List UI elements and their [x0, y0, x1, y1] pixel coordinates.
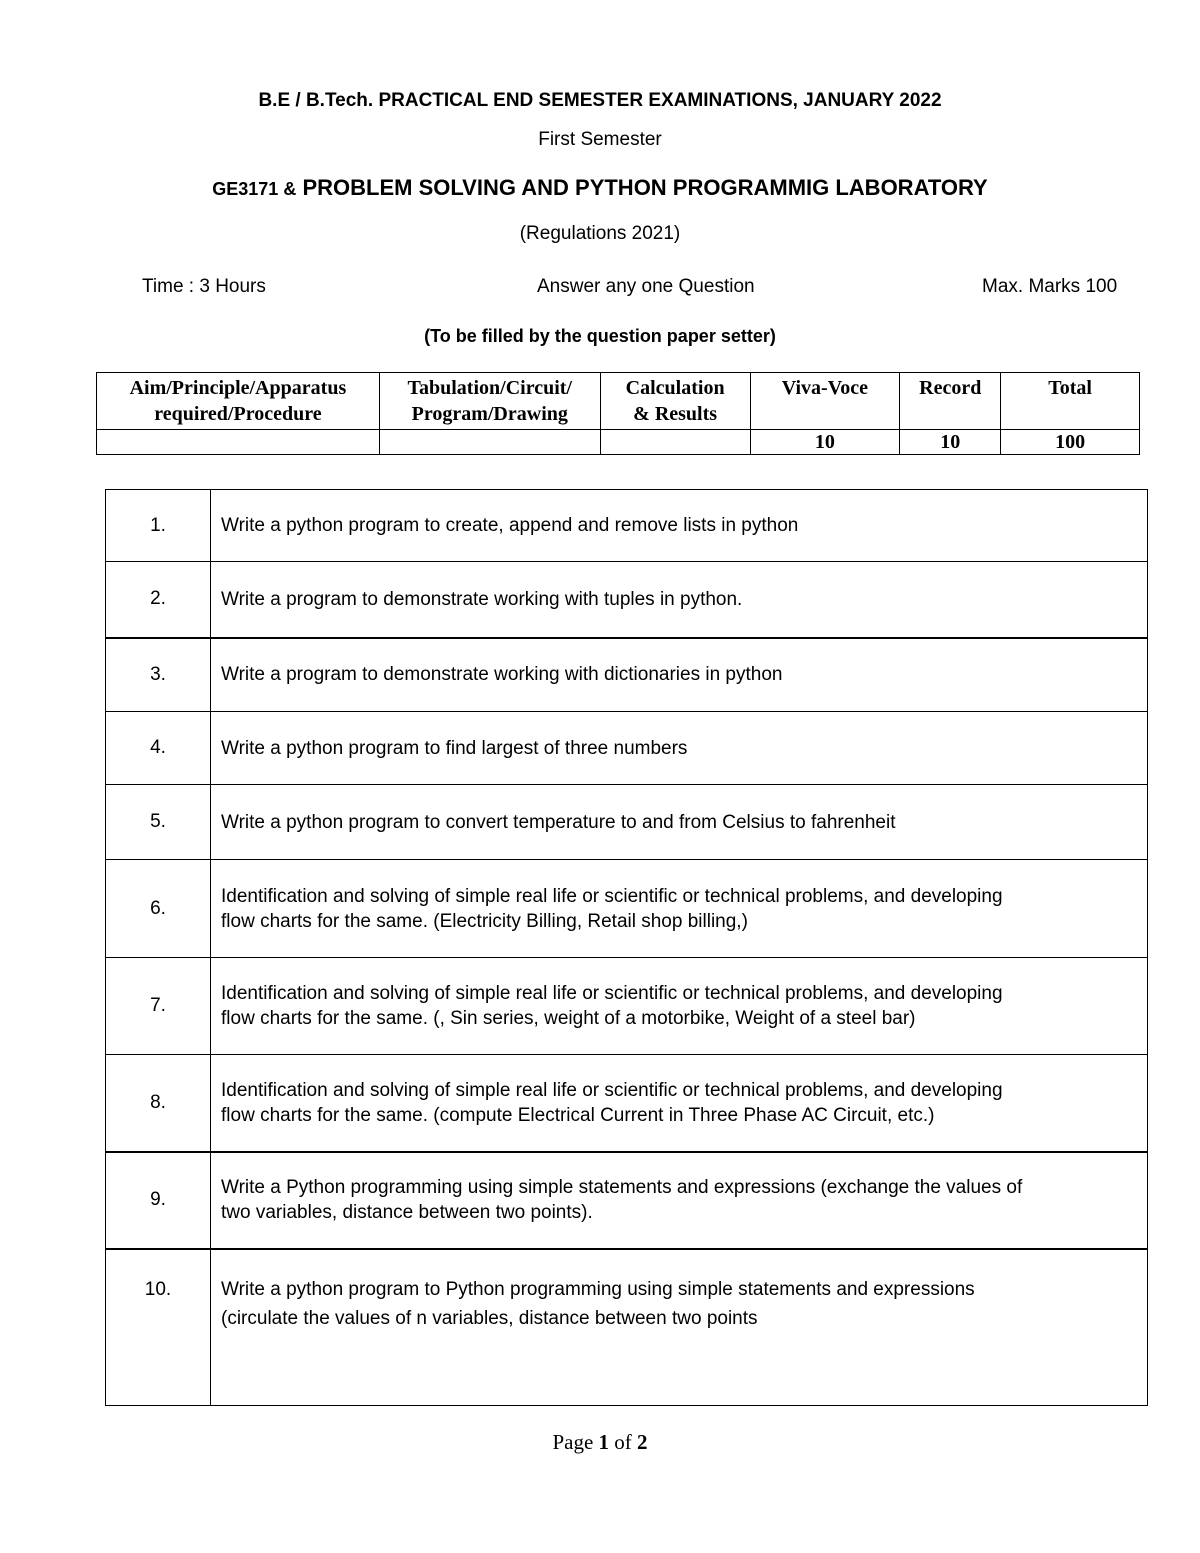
question-text: Identification and solving of simple real life or scientific or technical problems, and developing flow charts for the same. (compute Electrical Current in Three Phase AC Circuit, etc.): [211, 1055, 1148, 1152]
question-row: [106, 490, 1148, 562]
marks-header-cell: Aim/Principle/Apparatus required/Procedure: [97, 373, 380, 430]
question-text: Identification and solving of simple real life or scientific or technical problems, and developing flow charts for the same. (Electricity Billing, Retail shop billing,): [211, 860, 1148, 958]
marks-header-cell: Total: [1001, 373, 1140, 430]
semester: First Semester: [538, 129, 662, 150]
exam-time: Time : 3 Hours: [142, 276, 266, 297]
max-marks: Max. Marks 100: [982, 276, 1118, 297]
question-number: 3.: [106, 638, 211, 712]
marks-header-cell: Tabulation/Circuit/ Program/Drawing: [379, 373, 600, 430]
marks-header-cell: Viva-Voce: [750, 373, 900, 430]
question-number: 9.: [106, 1152, 211, 1249]
question-number: 4.: [106, 712, 211, 785]
question-row: [106, 638, 1148, 712]
marks-header-cell: Record: [900, 373, 1001, 430]
question-number: 1.: [106, 490, 211, 562]
question-number: 2.: [106, 562, 211, 638]
subject-title: [0, 175, 1200, 201]
filled-note: (To be filled by the question paper setter): [424, 326, 776, 346]
marks-value-cell: [600, 430, 750, 455]
page-number: Page 1 of 2: [552, 1430, 648, 1454]
question-row: [106, 958, 1148, 1055]
question-number: 10.: [106, 1249, 211, 1406]
marks-header-row: [97, 373, 1140, 430]
question-number: 6.: [106, 860, 211, 958]
question-row: [106, 562, 1148, 638]
question-row: [106, 712, 1148, 785]
marks-value-cell: 100: [1001, 430, 1140, 455]
marks-header-cell: Calculation & Results: [600, 373, 750, 430]
question-text: Write a program to demonstrate working with dictionaries in python: [211, 638, 1148, 712]
question-row: [106, 1055, 1148, 1152]
marks-value-cell: [97, 430, 380, 455]
marks-value-cell: [379, 430, 600, 455]
marks-values-row: [97, 430, 1140, 455]
question-number: 7.: [106, 958, 211, 1055]
question-text: Write a program to demonstrate working with tuples in python.: [211, 562, 1148, 638]
subject-code: GE3171 &: [212, 179, 297, 199]
question-text: Write a python program to create, append and remove lists in python: [211, 490, 1148, 562]
exam-title: B.E / B.Tech. PRACTICAL END SEMESTER EXAMINATIONS, JANUARY 2022: [258, 90, 942, 111]
question-row: [106, 785, 1148, 860]
question-number: 5.: [106, 785, 211, 860]
exam-instruction: Answer any one Question: [537, 276, 755, 297]
question-row: [106, 860, 1148, 958]
subject-name: PROBLEM SOLVING AND PYTHON PROGRAMMIG LABORATORY: [302, 175, 988, 200]
question-text: Write a python program to find largest of three numbers: [211, 712, 1148, 785]
marks-value-cell: 10: [750, 430, 900, 455]
marks-value-cell: 10: [900, 430, 1001, 455]
question-number: 8.: [106, 1055, 211, 1152]
question-text: Identification and solving of simple real life or scientific or technical problems, and developing flow charts for the same. (, Sin series, weight of a motorbike, Weight of a steel bar): [211, 958, 1148, 1055]
questions-table: [105, 489, 1148, 1406]
question-text: Write a Python programming using simple statements and expressions (exchange the values of two variables, distance between two points).: [211, 1152, 1148, 1249]
question-text: Write a python program to Python programming using simple statements and expressions (circulate the values of n variables, distance between two points: [211, 1249, 1148, 1406]
marks-table: [96, 372, 1140, 455]
question-text: Write a python program to convert temperature to and from Celsius to fahrenheit: [211, 785, 1148, 860]
question-row: [106, 1152, 1148, 1249]
question-row: [106, 1249, 1148, 1406]
regulations: (Regulations 2021): [519, 223, 681, 244]
